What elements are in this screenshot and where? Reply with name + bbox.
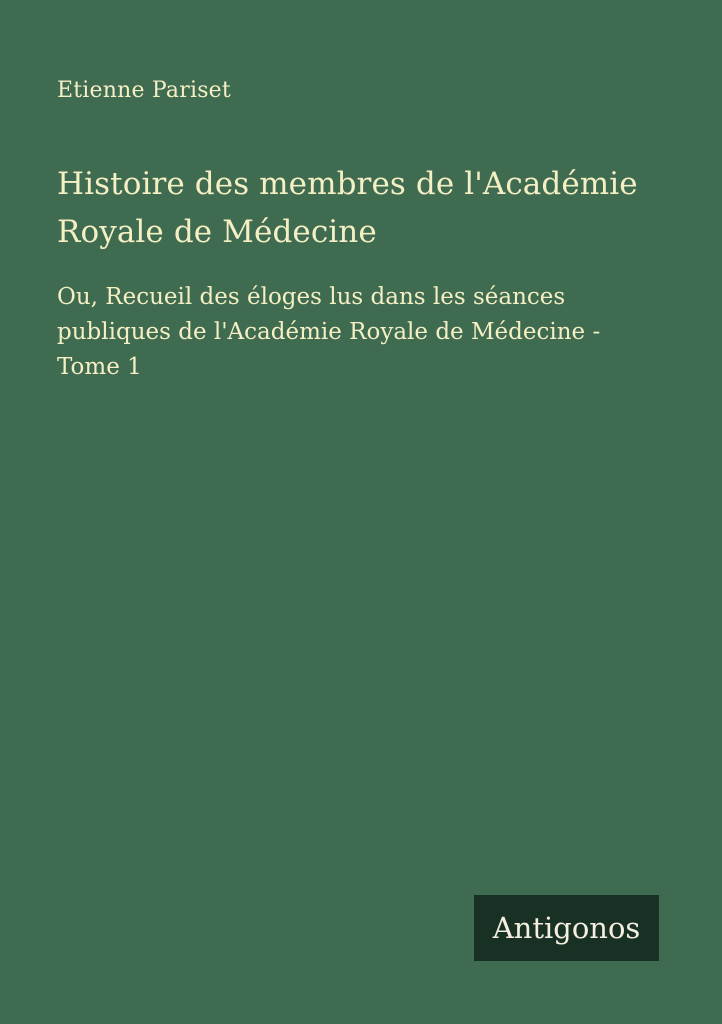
publisher-logo: Antigonos (474, 895, 659, 961)
book-title-line-1: Histoire des membres de l'Académie (57, 166, 638, 202)
book-subtitle (57, 280, 677, 385)
author-name: Etienne Pariset (57, 78, 231, 103)
book-title-line-2: Royale de Médecine (57, 214, 377, 250)
book-subtitle-line-3: Tome 1 (57, 354, 142, 380)
book-title (57, 160, 677, 256)
book-subtitle-line-2: publiques de l'Académie Royale de Médecine - (57, 319, 601, 345)
book-subtitle-line-1: Ou, Recueil des éloges lus dans les séances (57, 284, 566, 310)
